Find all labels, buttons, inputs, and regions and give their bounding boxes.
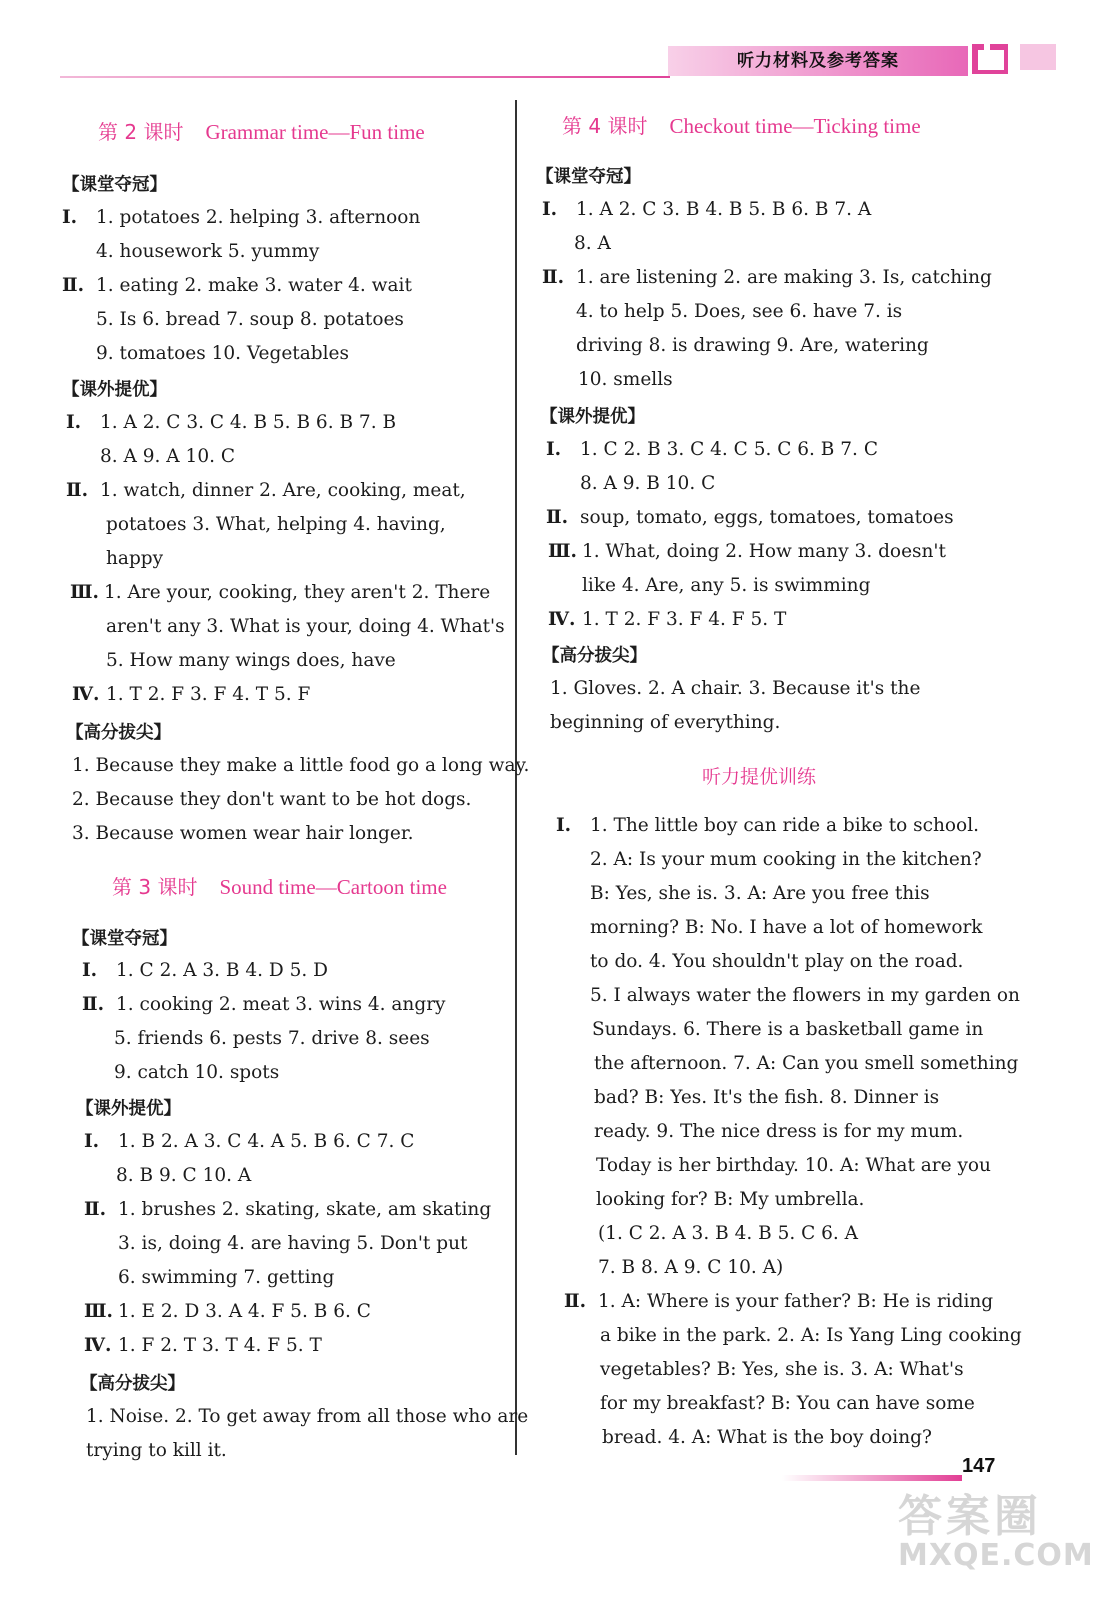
section-heading: 【高分拔尖】	[80, 1374, 185, 1394]
roman-numeral: Ⅱ.	[66, 480, 89, 501]
answer-line: 4. to help 5. Does, see 6. have 7. is	[576, 301, 903, 322]
answer-line	[66, 410, 396, 436]
listening-heading: 听力提优训练	[702, 766, 817, 788]
answer-key-line: (1. C 2. A 3. B 4. B 5. C 6. A	[598, 1223, 859, 1244]
transcript-line: bad? B: Yes. It's the fish. 8. Dinner is	[594, 1087, 940, 1108]
answer-line: 8. B 9. C 10. A	[116, 1165, 252, 1186]
answer-line: driving 8. is drawing 9. Are, watering	[576, 335, 929, 356]
answer-line: 8. A 9. B 10. C	[580, 473, 716, 494]
roman-numeral: Ⅳ.	[548, 609, 576, 630]
section-heading: 【高分拔尖】	[66, 723, 171, 743]
section-heading: 【课外提优】	[62, 380, 167, 400]
answer-line: 4. housework 5. yummy	[96, 241, 320, 262]
lesson-number: 第 3 课时	[112, 875, 198, 899]
answer-line	[542, 265, 992, 291]
roman-numeral: Ⅳ.	[84, 1335, 112, 1356]
section-heading: 【课外提优】	[76, 1099, 181, 1119]
answer-line	[84, 1129, 414, 1155]
section-heading: 【课外提优】	[540, 407, 645, 427]
lesson-title: Sound time—Cartoon time	[219, 875, 447, 899]
answer-line	[556, 813, 979, 839]
answer-text: 1. T 2. F 3. F 4. T 5. F	[106, 684, 311, 705]
transcript-line: Sundays. 6. There is a basketball game in	[592, 1019, 984, 1040]
roman-numeral: Ⅰ.	[62, 207, 78, 228]
answer-key-line: 7. B 8. A 9. C 10. A)	[598, 1257, 784, 1278]
transcript-line: ready. 9. The nice dress is for my mum.	[594, 1121, 964, 1142]
answer-text: 1. Are your, cooking, they aren't 2. There	[104, 582, 491, 603]
answer-line	[84, 1333, 322, 1359]
answer-line	[82, 958, 328, 984]
lesson-3-heading	[112, 873, 447, 901]
transcript-line: bread. 4. A: What is the boy doing?	[602, 1427, 932, 1448]
header-rule	[60, 76, 670, 78]
answer-line	[66, 478, 466, 504]
section-heading: 【高分拔尖】	[542, 646, 647, 666]
lesson-4-heading	[562, 112, 921, 140]
page-number: 147	[962, 1455, 996, 1477]
answer-text: 1. E 2. D 3. A 4. F 5. B 6. C	[118, 1301, 371, 1322]
answer-line: 10. smells	[578, 369, 673, 390]
header-title: 听力材料及参考答案	[737, 51, 899, 71]
transcript-line: a bike in the park. 2. A: Is Yang Ling cooking	[600, 1325, 1022, 1346]
answer-line: like 4. Are, any 5. is swimming	[582, 575, 871, 596]
answer-text: 1. C 2. A 3. B 4. D 5. D	[116, 960, 328, 981]
section-heading: 【课堂夺冠】	[536, 167, 641, 187]
roman-numeral: Ⅱ.	[62, 275, 85, 296]
answer-line: aren't any 3. What is your, doing 4. What's	[106, 616, 505, 637]
answer-line	[546, 505, 954, 531]
answer-text: soup, tomato, eggs, tomatoes, tomatoes	[580, 507, 954, 528]
answer-line	[62, 273, 412, 299]
transcript-line: Today is her birthday. 10. A: What are you	[596, 1155, 991, 1176]
answer-line: 1. Noise. 2. To get away from all those who are	[86, 1406, 529, 1427]
answer-line	[546, 437, 878, 463]
answer-text: 1. eating 2. make 3. water 4. wait	[96, 275, 412, 296]
transcript-line: 5. I always water the flowers in my garden on	[590, 985, 1020, 1006]
transcript-line: to do. 4. You shouldn't play on the road.	[590, 951, 964, 972]
transcript-line: looking for? B: My umbrella.	[596, 1189, 865, 1210]
answer-text: 1. potatoes 2. helping 3. afternoon	[96, 207, 421, 228]
section-heading: 【课堂夺冠】	[62, 175, 167, 195]
answer-line	[548, 607, 786, 633]
roman-numeral: Ⅲ.	[84, 1301, 113, 1322]
answer-text: 1. brushes 2. skating, skate, am skating	[118, 1199, 492, 1220]
answer-line: 3. is, doing 4. are having 5. Don't put	[118, 1233, 468, 1254]
answer-text: 1. A: Where is your father? B: He is riding	[598, 1291, 994, 1312]
answer-line	[82, 992, 446, 1018]
roman-numeral: Ⅰ.	[82, 960, 98, 981]
answer-text: 1. B 2. A 3. C 4. A 5. B 6. C 7. C	[118, 1131, 415, 1152]
answer-text: 1. watch, dinner 2. Are, cooking, meat,	[100, 480, 466, 501]
answer-text: 1. C 2. B 3. C 4. C 5. C 6. B 7. C	[580, 439, 878, 460]
answer-line	[70, 580, 490, 606]
answer-line	[542, 197, 871, 223]
answer-line: 9. catch 10. spots	[114, 1062, 280, 1083]
answer-text: 1. A 2. C 3. C 4. B 5. B 6. B 7. B	[100, 412, 397, 433]
answer-line: 5. Is 6. bread 7. soup 8. potatoes	[96, 309, 404, 330]
answer-text: 1. T 2. F 3. F 4. F 5. T	[582, 609, 787, 630]
answer-line: 3. Because women wear hair longer.	[72, 823, 414, 844]
roman-numeral: Ⅱ.	[564, 1291, 587, 1312]
roman-numeral: Ⅲ.	[548, 541, 577, 562]
answer-line: 2. Because they don't want to be hot dogs.	[72, 789, 472, 810]
answer-line: 8. A	[574, 233, 611, 254]
answer-text: 1. A 2. C 3. B 4. B 5. B 6. B 7. A	[576, 199, 872, 220]
answer-line: trying to kill it.	[86, 1440, 227, 1461]
roman-numeral: Ⅱ.	[82, 994, 105, 1015]
header-tab	[1020, 44, 1056, 70]
watermark-url: MXQE.COM	[898, 1538, 1094, 1573]
roman-numeral: Ⅱ.	[84, 1199, 107, 1220]
transcript-line: vegetables? B: Yes, she is. 3. A: What's	[600, 1359, 964, 1380]
transcript-line: the afternoon. 7. A: Can you smell something	[594, 1053, 1019, 1074]
answer-line	[548, 539, 946, 565]
answer-line: potatoes 3. What, helping 4. having,	[106, 514, 446, 535]
roman-numeral: Ⅱ.	[542, 267, 565, 288]
answer-line: happy	[106, 548, 164, 569]
transcript-line: for my breakfast? B: You can have some	[600, 1393, 975, 1414]
answer-line: 8. A 9. A 10. C	[100, 446, 236, 467]
answer-line: beginning of everything.	[550, 712, 781, 733]
section-heading: 【课堂夺冠】	[72, 929, 177, 949]
roman-numeral: Ⅲ.	[70, 582, 99, 603]
transcript-line: B: Yes, she is. 3. A: Are you free this	[590, 883, 930, 904]
roman-numeral: Ⅱ.	[546, 507, 569, 528]
book-corner-icon	[970, 40, 1014, 78]
answer-line	[84, 1299, 371, 1325]
roman-numeral: Ⅰ.	[84, 1131, 100, 1152]
watermark-logo: 答案圈	[898, 1491, 1042, 1542]
lesson-number: 第 4 课时	[562, 114, 648, 138]
roman-numeral: Ⅰ.	[546, 439, 562, 460]
answer-line	[564, 1289, 993, 1315]
lesson-number: 第 2 课时	[98, 120, 184, 144]
lesson-2-heading	[98, 118, 425, 146]
answer-line: 1. Gloves. 2. A chair. 3. Because it's the	[550, 678, 921, 699]
answer-line	[84, 1197, 491, 1223]
watermark	[898, 1480, 1094, 1573]
answer-line: 6. swimming 7. getting	[118, 1267, 335, 1288]
answer-text: 1. What, doing 2. How many 3. doesn't	[582, 541, 946, 562]
lesson-title: Grammar time—Fun time	[205, 120, 425, 144]
answer-line: 1. Because they make a little food go a long way.	[72, 755, 530, 776]
transcript-line: 2. A: Is your mum cooking in the kitchen?	[590, 849, 982, 870]
transcript-line: morning? B: No. I have a lot of homework	[590, 917, 983, 938]
answer-text: 1. cooking 2. meat 3. wins 4. angry	[116, 994, 446, 1015]
answer-text: 1. F 2. T 3. T 4. F 5. T	[118, 1335, 322, 1356]
roman-numeral: Ⅰ.	[66, 412, 82, 433]
answer-line: 5. How many wings does, have	[106, 650, 396, 671]
lesson-title: Checkout time—Ticking time	[669, 114, 921, 138]
answer-text: 1. are listening 2. are making 3. Is, catching	[576, 267, 992, 288]
roman-numeral: Ⅰ.	[556, 815, 572, 836]
roman-numeral: Ⅳ.	[72, 684, 100, 705]
answer-text: 1. The little boy can ride a bike to school.	[590, 815, 979, 836]
answer-line: 5. friends 6. pests 7. drive 8. sees	[114, 1028, 430, 1049]
answer-line: 9. tomatoes 10. Vegetables	[96, 343, 349, 364]
roman-numeral: Ⅰ.	[542, 199, 558, 220]
answer-line	[72, 682, 310, 708]
answer-line	[62, 205, 420, 231]
